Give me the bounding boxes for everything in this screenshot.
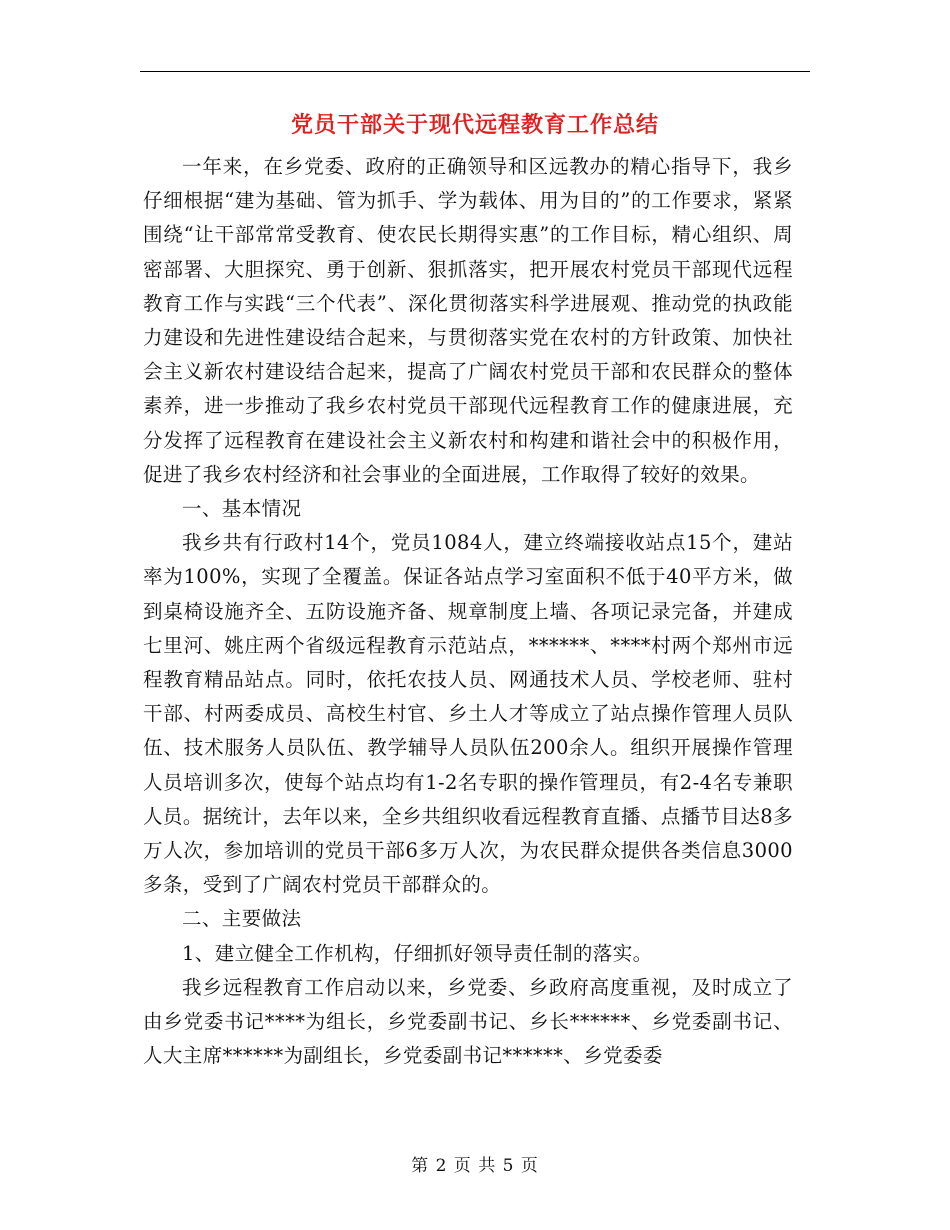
header-rule <box>140 71 810 72</box>
document-title: 党员干部关于现代远程教育工作总结 <box>290 112 659 138</box>
section-heading-methods: 二、主要做法 <box>182 907 302 931</box>
section-heading-basic: 一、基本情况 <box>182 497 302 521</box>
page-number: 第 2 页 共 5 页 <box>411 1156 539 1176</box>
paragraph-method-1: 我乡远程教育工作启动以来，乡党委、乡政府高度重视，及时成立了由乡党委书记****为组长，乡党委副书记、乡长******、乡党委副书记、人大主席******为副组长，乡党委副书记******、乡党委委 <box>143 975 793 1068</box>
paragraph-basic-info: 我乡共有行政村14个，党员1084人，建立终端接收站点15个，建站率为100%，实现了全覆盖。保证各站点学习室面积不低于40平方米，做到桌椅设施齐全、五防设施齐备、规章制度上墙、各项记录完备，并建成七里河、姚庄两个省级远程教育示范站点，******、****村两个郑州市远程教育精品站点。同时，依托农技人员、网通技术人员、学校老师、驻村干部、村两委成员、高校生村官、乡土人才等成立了站点操作管理人员队伍、技术服务人员队伍、教学辅导人员队伍200余人。组织开展操作管理人员培训多次，使每个站点均有1-2名专职的操作管理员，有2-4名专兼职人员。据统计，去年以来，全乡共组织收看远程教育直播、点播节目达8多万人次，参加培训的党员干部6多万人次，为农民群众提供各类信息3000多条，受到了广阔农村党员干部群众的。 <box>143 531 793 897</box>
document-body <box>143 150 793 1073</box>
paragraph-intro: 一年来，在乡党委、政府的正确领导和区远教办的精心指导下，我乡仔细根据“建为基础、管为抓手、学为载体、用为目的”的工作要求，紧紧围绕“让干部常常受教育、使农民长期得实惠”的工作目标，精心组织、周密部署、大胆探究、勇于创新、狠抓落实，把开展农村党员干部现代远程教育工作与实践“三个代表”、深化贯彻落实科学进展观、推动党的执政能力建设和先进性建设结合起来，与贯彻落实党在农村的方针政策、加快社会主义新农村建设结合起来，提高了广阔农村党员干部和农民群众的整体素养，进一步推动了我乡农村党员干部现代远程教育工作的健康进展，充分发挥了远程教育在建设社会主义新农村和构建和谐社会中的积极作用，促进了我乡农村经济和社会事业的全面进展，工作取得了较好的效果。 <box>143 155 793 486</box>
subheading-method-1: 1、建立健全工作机构，仔细抓好领导责任制的落实。 <box>182 941 653 965</box>
